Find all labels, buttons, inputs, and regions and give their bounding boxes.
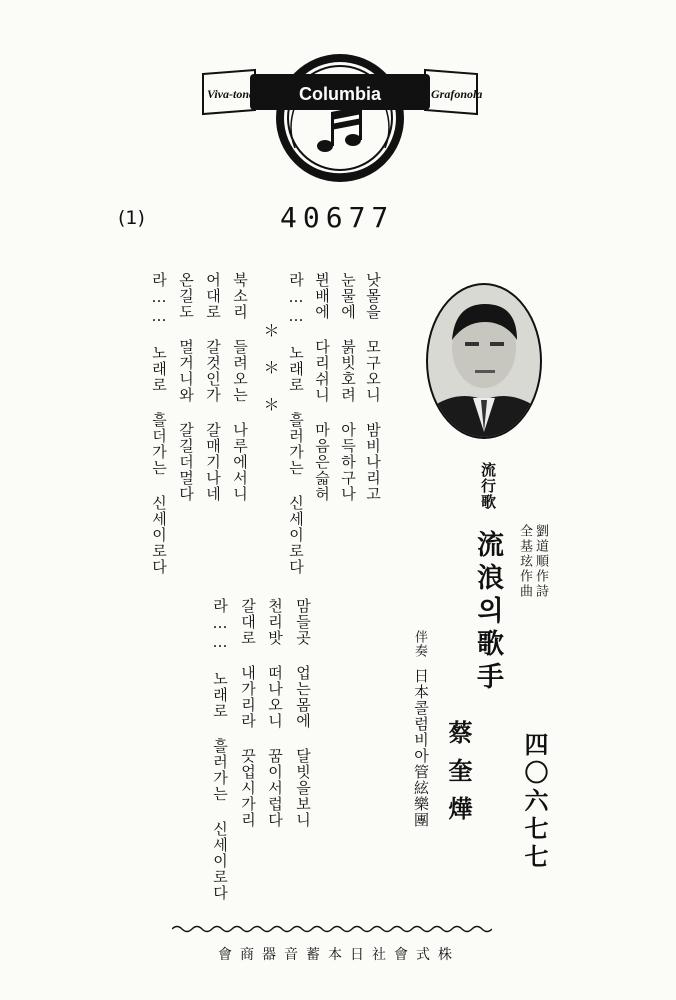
song-title: 流浪의歌手 [472,530,503,695]
verse3-line-2: 천리밧 떠나오니 꿈이서럽다 [266,598,284,828]
verse3-line-1: 맘들곳 업는몸에 달빗을보니 [294,598,312,828]
verse1-line-4: 라…… 노래로 흘러가는 신세이로다 [287,272,305,575]
record-number: 40677 [280,201,395,234]
wavy-divider [172,924,492,934]
accompaniment-name: 日本콜럼비아管絃樂團 [412,668,430,828]
verse2-line-1: 북소리 들려오는 나루에서니 [231,272,249,502]
verse-separator: ＊ ＊ ＊ [261,322,280,413]
logo-left-word: Viva-tonal [207,87,259,101]
genre-label: 流行歌 [479,462,497,510]
footer-publisher: 株式會社日本蓄音器商會 [218,947,460,963]
verse3-line-3: 갈대로 내가리라 끗업시가리 [239,598,257,828]
side-label: (1) [118,207,145,229]
verse2-line-4: 라…… 노래로 흘더가는 신세이로다 [150,272,168,575]
verse1-line-1: 낫몰을 모구오니 밤비나리고 [364,272,382,502]
verse2-line-2: 어대로 갈것인가 갈매기나네 [204,272,222,502]
verse1-line-3: 뷘배에 다리쉬니 마음은슯허 [313,272,331,502]
singer-name: 蔡奎燁 [444,720,473,834]
singer-photo [425,282,543,440]
accompaniment-label: 伴奏 [412,630,427,658]
logo-right-word: Grafonola [431,87,483,101]
verse3-line-4: 라…… 노래로 흘러가는 신세이로다 [211,598,229,901]
verse2-line-3: 온길도 멀거니와 갈길더멀다 [177,272,195,502]
verse1-line-2: 눈물에 붉빗호려 아득하구나 [339,272,357,502]
catalog-kanji: 四〇六七七 [520,732,549,872]
logo-brand: Columbia [298,84,382,104]
columbia-logo [195,28,485,188]
credit-line-1: 劉道順作詩 [533,524,548,599]
logo-emblem [195,28,485,188]
credit-line-2: 全基玹作曲 [517,524,532,599]
